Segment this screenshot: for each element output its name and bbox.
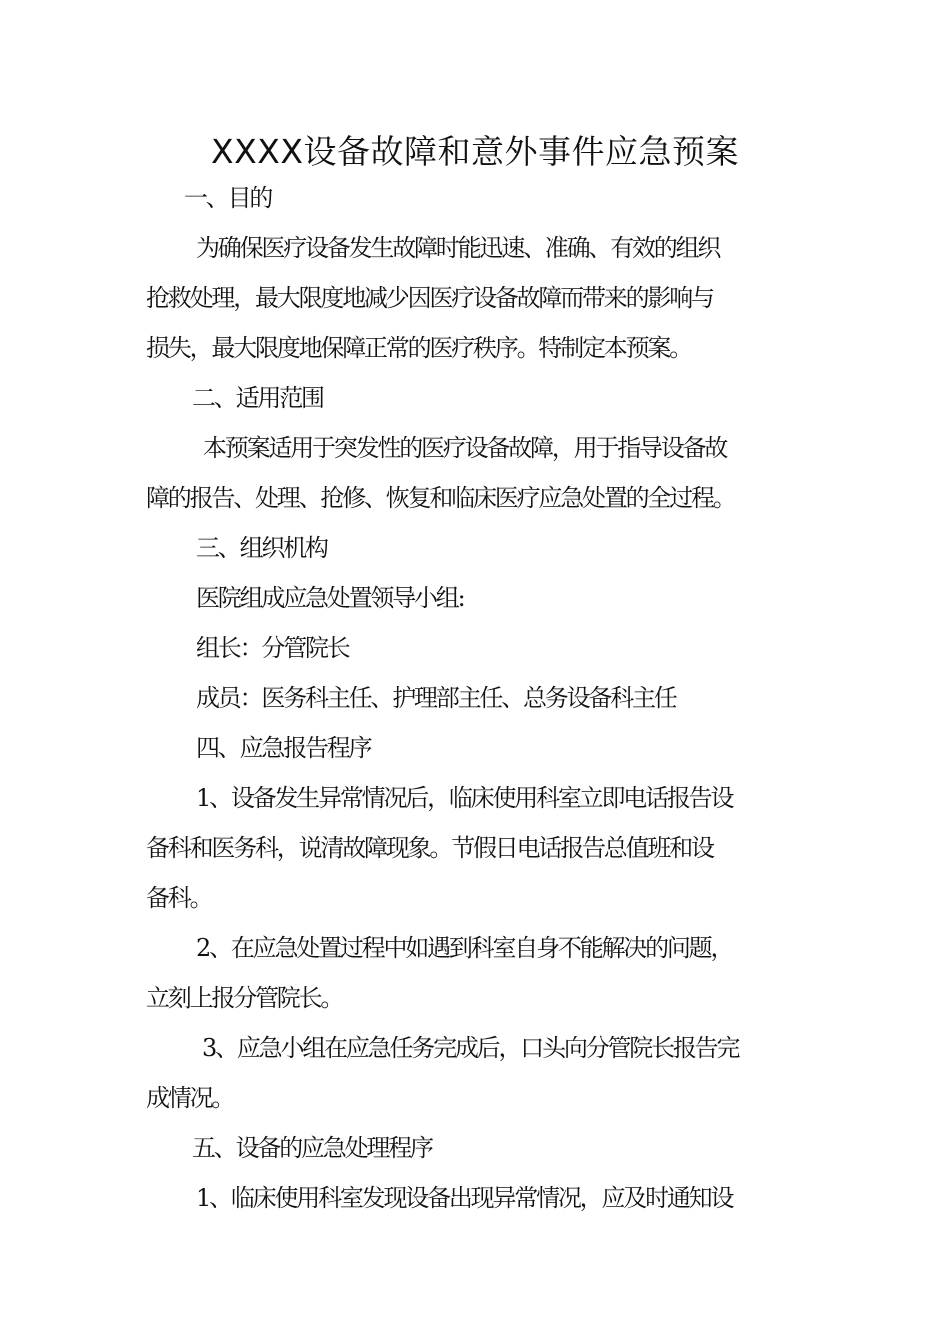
paragraph-line: 1、设备发生异常情况后，临床使用科室立即电话报告设 xyxy=(196,784,733,812)
paragraph-line: 立刻上报分管院长。 xyxy=(146,984,343,1012)
paragraph-line: 2、在应急处置过程中如遇到科室自身不能解决的问题， xyxy=(196,934,733,962)
paragraph-line: 为确保医疗设备发生故障时能迅速、准确、有效的组织 xyxy=(196,234,720,262)
paragraph-line: 1、临床使用科室发现设备出现异常情况，应及时通知设 xyxy=(196,1184,733,1212)
section-heading-reporting: 四、应急报告程序 xyxy=(196,734,371,762)
paragraph-line: 备科和医务科，说清故障现象。节假日电话报告总值班和设 xyxy=(146,834,713,862)
paragraph-line: 成员：医务科主任、护理部主任、总务设备科主任 xyxy=(196,684,676,712)
paragraph-line: 3、应急小组在应急任务完成后，口头向分管院长报告完 xyxy=(202,1034,739,1062)
paragraph-line: 备科。 xyxy=(146,884,212,912)
paragraph-line: 抢救处理，最大限度地减少因医疗设备故障而带来的影响与 xyxy=(146,284,713,312)
paragraph-line: 医院组成应急处置领导小组: xyxy=(196,584,464,612)
paragraph-line: 组长：分管院长 xyxy=(196,634,349,662)
paragraph-line: 本预案适用于突发性的医疗设备故障，用于指导设备故 xyxy=(203,434,727,462)
paragraph-line: 损失，最大限度地保障正常的医疗秩序。特制定本预案。 xyxy=(146,334,691,362)
paragraph-line: 障的报告、处理、抢修、恢复和临床医疗应急处置的全过程。 xyxy=(146,484,735,512)
section-heading-organization: 三、组织机构 xyxy=(196,534,327,562)
document-title: XXXX设备故障和意外事件应急预案 xyxy=(211,132,739,171)
paragraph-line: 成情况。 xyxy=(146,1084,234,1112)
section-heading-scope: 二、适用范围 xyxy=(192,384,323,412)
section-heading-purpose: 一、目的 xyxy=(184,184,272,212)
section-heading-handling: 五、设备的应急处理程序 xyxy=(192,1134,432,1162)
